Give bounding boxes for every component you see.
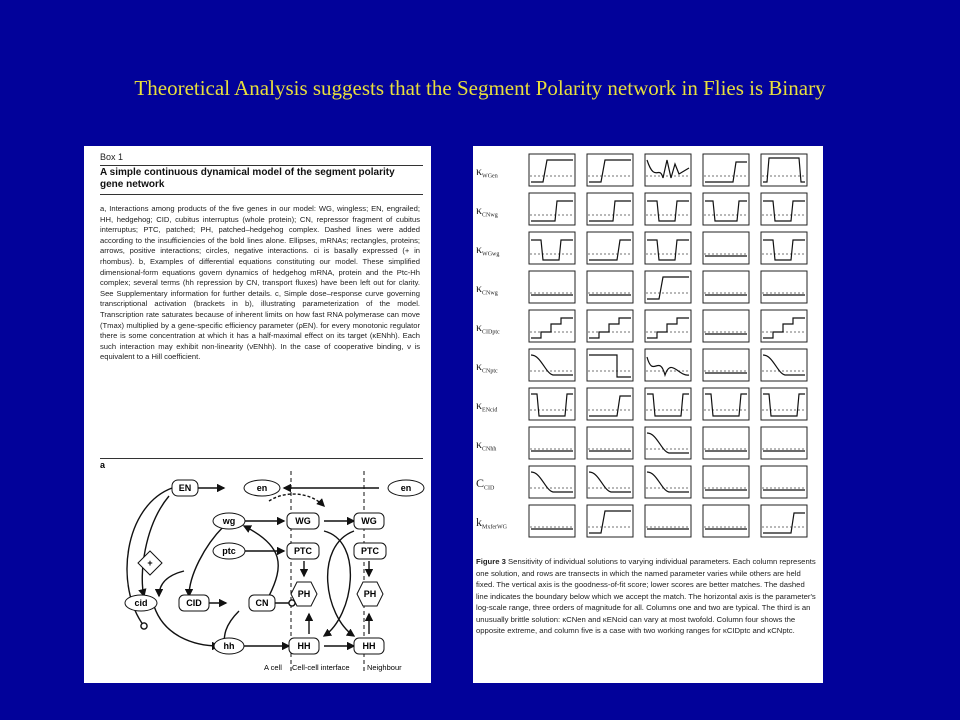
svg-text:PH: PH [363, 589, 377, 599]
caption-text: Sensitivity of individual solutions to varying individual parameters. Each column represents one solution, and rows are transects in which the named parameter varies while others are held fixed. The vertical axis is the goodness-of-fit score; lower scores are better matches. The dashed line indicates the boundary below which we accept the match. The horizontal axis is the parameter's log-scale range, three orders of magnitude for all. Columns one and two are typical. The third is an unusually brittle solution: κCNen and κENcid can vary at most twofold. Column four shows the opposite extreme, and column five is a case with two working ranges for κCIDptc and κCNptc. [476, 557, 816, 635]
node-hh-mrna [214, 638, 244, 654]
sensitivity-plot [645, 310, 691, 342]
svg-text:hh: hh [223, 641, 235, 651]
node-en-mrna-left [244, 480, 280, 496]
sensitivity-plot [761, 427, 807, 459]
sensitivity-plot [703, 427, 749, 459]
sensitivity-plot [761, 466, 807, 498]
region-neighbour: Neighbour [367, 663, 402, 672]
panel-a-label: a [100, 460, 106, 470]
sensitivity-plot [529, 427, 575, 459]
sensitivity-plot [645, 466, 691, 498]
sensitivity-plot [645, 271, 691, 303]
sensitivity-plot [645, 193, 691, 225]
sensitivity-plot [703, 349, 749, 381]
sensitivity-plot [703, 310, 749, 342]
sensitivity-plot [703, 388, 749, 420]
box-title: A simple continuous dynamical model of the segment polarity gene network [100, 167, 395, 190]
region-interface: Cell-cell interface [292, 663, 350, 672]
sensitivity-plot [529, 193, 575, 225]
row-label: $\kappa_{CNhh}$ [476, 437, 497, 453]
svg-text:HH: HH [362, 641, 376, 651]
sensitivity-plot [587, 505, 633, 537]
sensitivity-plot [529, 154, 575, 186]
figure3-panel [473, 146, 823, 683]
sensitivity-plot [529, 466, 575, 498]
caption-label: Figure 3 [476, 557, 506, 566]
sensitivity-plot [645, 427, 691, 459]
node-CID-protein [179, 595, 209, 611]
figure3-caption [476, 556, 818, 637]
sensitivity-plot [587, 466, 633, 498]
box-body-text: a, Interactions among products of the five genes in our model: WG, wingless; EN, engrailed; HH, hedgehog; CID, cubitus interruptus (whole protein); CN, repressor fragment of cubitus interruptus; PTC, patched; PH, patched–hedgehog complex. Dashed lines were added according to the insufficiencies of the bold lines alone. Ellipses, mRNAs; rectangles, proteins; arrows, positive interactions; circles, negative interactions. ci is basally expressed (+ in rhombus). b, Examples of differential equations constituting our model. These simplified dimensional-form equations govern dynamics of hedgehog mRNA, protein and the Ptc-Hh complex; several terms (hh repression by CN, transport fluxes) have been left out for clarity. See Supplementary information for further details. c, Simple dose–response curve governing transcriptional activation (brackets in b), illustrating parameterization of the model. Transcription rate saturates because of inherent limits on how fast RNA polymerase can move (Tmax) multiplied by a gene-specific efficiency parameter (ρEN). for every monotonic regulator there is some concentration at which it has a half-maximal effect on its target (κENhh). Each such interaction may exhibit non-linearity (νENhh). In the case of cooperative binding, ν is equivalent to a Hill coefficient. [100, 204, 420, 362]
svg-text:cid: cid [134, 598, 148, 608]
node-cid-mrna [125, 595, 157, 611]
sensitivity-plot [587, 232, 633, 264]
sensitivity-grid [473, 146, 823, 546]
sensitivity-plot [761, 271, 807, 303]
sensitivity-plot [529, 310, 575, 342]
sensitivity-plot [529, 271, 575, 303]
sensitivity-plot [645, 154, 691, 186]
row-label: $\kappa_{CNptc}$ [476, 359, 498, 375]
node-wg-mrna [213, 513, 245, 529]
sensitivity-plot [645, 349, 691, 381]
node-en-mrna-right [388, 480, 424, 496]
svg-text:EN: EN [178, 483, 192, 493]
node-PH-complex-right [357, 582, 383, 606]
svg-text:en: en [400, 483, 412, 493]
sensitivity-plot [529, 388, 575, 420]
sensitivity-plot [761, 310, 807, 342]
box-label: Box 1 [100, 152, 124, 162]
row-label: $\kappa_{ENcid}$ [476, 398, 498, 414]
sensitivity-plot [645, 232, 691, 264]
sensitivity-plot [703, 193, 749, 225]
sensitivity-plot [529, 349, 575, 381]
svg-text:PTC: PTC [294, 546, 312, 556]
sensitivity-plot [761, 193, 807, 225]
sensitivity-plot [587, 193, 633, 225]
row-label: $C_{CID}$ [476, 476, 495, 492]
node-PTC-protein-right [354, 543, 386, 559]
box1-panel [84, 146, 431, 683]
node-EN-protein [172, 480, 198, 496]
svg-text:PTC: PTC [361, 546, 379, 556]
network-diagram [84, 146, 431, 683]
sensitivity-plot [587, 427, 633, 459]
node-ptc-mrna [213, 543, 245, 559]
sensitivity-plot [761, 349, 807, 381]
node-CN-protein [249, 595, 275, 611]
row-label: $\kappa_{CNwg}$ [476, 281, 498, 297]
region-a-cell: A cell [264, 663, 282, 672]
sensitivity-plot [703, 505, 749, 537]
row-label: $\kappa_{CIDptc}$ [476, 320, 500, 336]
svg-text:PH: PH [297, 589, 311, 599]
svg-text:+: + [147, 558, 153, 568]
node-WG-protein-left [287, 513, 319, 529]
sensitivity-plot [703, 466, 749, 498]
node-PTC-protein-left [287, 543, 319, 559]
svg-text:CN: CN [255, 598, 269, 608]
sensitivity-plot [703, 154, 749, 186]
sensitivity-plot [761, 388, 807, 420]
sensitivity-plot [587, 388, 633, 420]
sensitivity-plot [703, 271, 749, 303]
node-HH-protein-right [354, 638, 384, 654]
row-label: $\kappa_{CNwg}$ [476, 203, 498, 219]
svg-text:ptc: ptc [222, 546, 236, 556]
network-edges [127, 488, 379, 646]
sensitivity-plot [645, 505, 691, 537]
svg-text:wg: wg [222, 516, 236, 526]
sensitivity-plot [761, 505, 807, 537]
row-label: $k_{MxferWG}$ [476, 515, 507, 531]
svg-text:WG: WG [295, 516, 311, 526]
sensitivity-plot [587, 154, 633, 186]
sensitivity-plot [529, 505, 575, 537]
node-PH-complex-left [291, 582, 317, 606]
row-label: $\kappa_{WGen}$ [476, 164, 498, 180]
sensitivity-plot [587, 310, 633, 342]
node-HH-protein-left [289, 638, 319, 654]
sensitivity-plot [587, 271, 633, 303]
row-label: $\kappa_{WGwg}$ [476, 242, 500, 258]
sensitivity-plot [587, 349, 633, 381]
slide-title: Theoretical Analysis suggests that the Segment Polarity network in Flies is Binary [134, 76, 826, 100]
sensitivity-plot [645, 388, 691, 420]
sensitivity-plot [529, 232, 575, 264]
node-WG-protein-right [354, 513, 384, 529]
sensitivity-plot [761, 232, 807, 264]
sensitivity-plot [703, 232, 749, 264]
svg-text:HH: HH [297, 641, 311, 651]
sensitivity-plot [761, 154, 807, 186]
svg-text:WG: WG [361, 516, 377, 526]
svg-text:en: en [256, 483, 268, 493]
svg-text:CID: CID [186, 598, 202, 608]
